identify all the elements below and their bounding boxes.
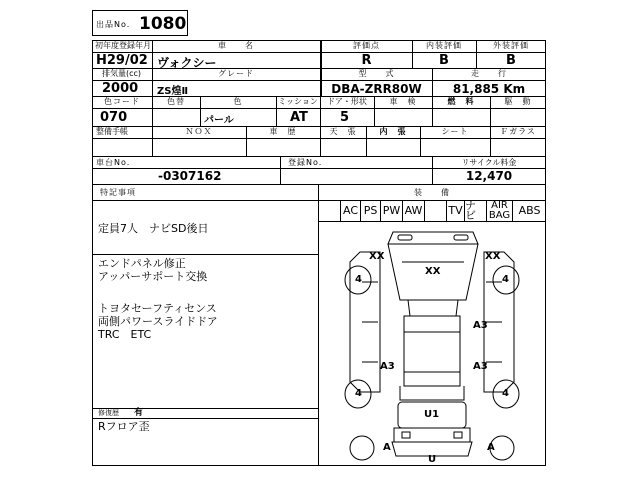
repair-history-label: 修復歴 (98, 409, 119, 417)
equipment-empty (424, 201, 446, 221)
mission-value: AT (290, 110, 308, 125)
doors-label: ドア・形状 (327, 97, 367, 106)
model-label: 型 式 (358, 69, 395, 78)
mark-a-right: A (487, 442, 495, 453)
mark-u-bottom: U (428, 454, 437, 465)
color-value: パール (204, 115, 234, 126)
notes-line: トヨタセーフティセンス (98, 302, 217, 315)
model-value: DBA-ZRR80W (331, 82, 422, 96)
interior-lining-label: 内 張 (379, 127, 407, 136)
notes-block-c (98, 302, 218, 341)
mark-u1: U1 (424, 409, 440, 420)
repair-note: Rフロア歪 (98, 420, 150, 433)
mark-tire-rear-right: 4 (502, 388, 509, 399)
equipment-ac: AC (340, 201, 360, 221)
repair-history-value: 有 (134, 408, 144, 418)
glass-label: Ｆガラス (500, 127, 536, 136)
recycle-fee-value: 12,470 (465, 169, 513, 183)
mark-xx-right: XX (485, 251, 501, 262)
mileage-value: 81,885 Km (452, 82, 526, 96)
recycle-fee-label: リサイクル料金 (461, 158, 517, 167)
mark-a-left: A (383, 442, 391, 453)
reg-date-value: H29/02 (96, 53, 148, 68)
score-value: R (361, 53, 372, 68)
equipment-pw: PW (380, 201, 402, 221)
equipment-ps: PS (360, 201, 380, 221)
maintenance-book-label: 整備手帳 (96, 127, 128, 136)
car-name-value: ヴォクシー (157, 56, 217, 70)
notes-line: TRC ETC (98, 328, 152, 341)
notes-line: エンドパネル修正 (98, 257, 186, 270)
equipment-abs: ABS (512, 201, 546, 221)
mission-label: ミッション (278, 97, 318, 106)
seat-label: シート (441, 127, 469, 136)
history-label: 車 歴 (269, 127, 297, 136)
lot-number-box (92, 10, 188, 36)
notes-label: 特記事項 (100, 188, 136, 197)
equipment-aw: AW (402, 201, 424, 221)
exterior-score-value: B (506, 53, 516, 68)
grade-value: ZS煌Ⅱ (157, 86, 189, 97)
nox-label: ＮＯＸ (185, 127, 213, 136)
car-name-label: 車 名 (218, 41, 254, 50)
equipment-blank (318, 201, 340, 221)
mark-tire-front-left: 4 (355, 274, 362, 285)
roof-lining-label: 天 張 (329, 127, 357, 136)
chassis-no-label: 車台No. (96, 158, 131, 167)
equipment-airbag: AIR BAG (486, 201, 512, 221)
displacement-label: 排気量(cc) (102, 69, 142, 78)
fuel-label: 燃 料 (447, 97, 475, 106)
grade-label: グレード (218, 69, 254, 78)
interior-score-label: 内装評価 (426, 41, 462, 50)
mileage-label: 走 行 (471, 69, 507, 78)
car-damage-diagram (318, 222, 546, 466)
inspection-label: 車 検 (389, 97, 417, 106)
interior-score-value: B (439, 53, 449, 68)
color-change-label: 色替 (167, 97, 185, 106)
mark-tire-rear-left: 4 (355, 388, 362, 399)
exterior-score-label: 外装評価 (493, 41, 529, 50)
reg-date-label: 初年度登録年月 (95, 41, 151, 50)
lot-number-label: 出品No. (96, 20, 131, 29)
mark-a3-left: A3 (380, 361, 395, 372)
mark-xx-left: XX (369, 251, 385, 262)
notes-line: 定員7人 ナビSD後日 (98, 222, 209, 235)
color-code-value: 070 (100, 110, 128, 125)
equipment-label: 装 備 (414, 188, 450, 197)
mark-xx-center: XX (425, 266, 441, 277)
equipment-row (318, 200, 546, 222)
notes-block-a (98, 222, 208, 235)
color-label: 色 (233, 97, 243, 106)
chassis-no-value: -0307162 (158, 169, 222, 183)
color-code-label: 色コード (104, 97, 140, 106)
lot-number-value: 1080 (139, 14, 187, 34)
equipment-tv: TV (446, 201, 464, 221)
equipment-navi: ナビ (464, 201, 486, 221)
score-label: 評価点 (353, 41, 380, 50)
registration-no-label: 登録No. (288, 158, 323, 167)
notes-line: 両側パワースライドドア (98, 315, 218, 328)
displacement-value: 2000 (102, 81, 139, 96)
drive-label: 駆 動 (504, 97, 532, 106)
notes-line: アッパーサポート交換 (98, 270, 208, 283)
notes-block-b (98, 257, 207, 283)
mark-a3-right: A3 (473, 320, 488, 331)
mark-a3-right-rear: A3 (473, 361, 488, 372)
doors-value: 5 (340, 110, 350, 125)
mark-tire-front-right: 4 (502, 274, 509, 285)
